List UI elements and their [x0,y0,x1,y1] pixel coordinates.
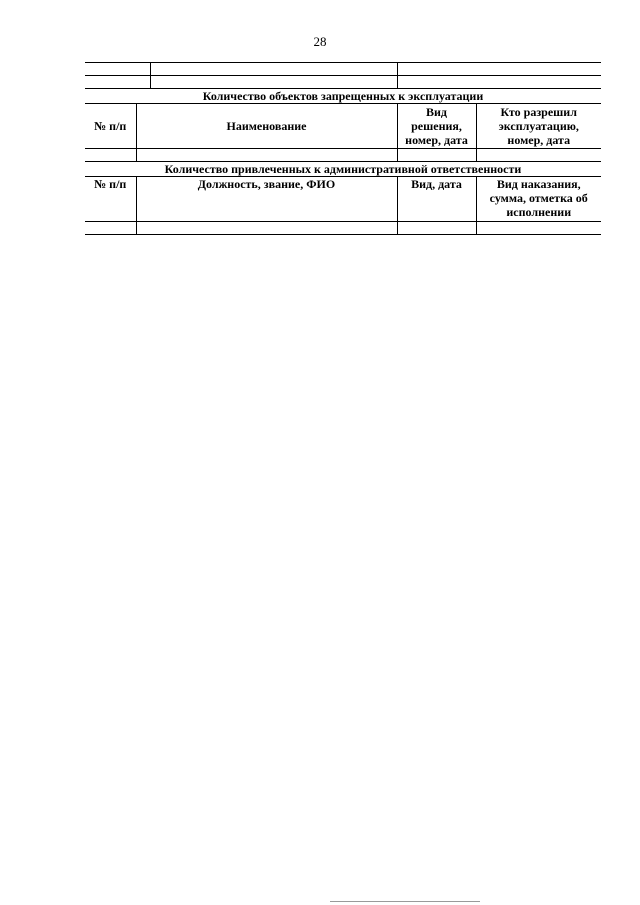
table-cell [397,149,476,162]
header-number: № п/п [85,104,136,149]
section-title-banned-objects: Количество объектов запрещенных к эксплуатации [85,89,601,104]
header-name: Наименование [136,104,397,149]
table-cell [85,76,150,89]
table-row [85,76,601,89]
header-permitted-by: Кто разрешил эксплуатацию, номер, дата [476,104,601,149]
table-cell [397,63,601,76]
header-number: № п/п [85,177,136,222]
header-type-date: Вид, дата [397,177,476,222]
table-cell [85,63,150,76]
table-cell [150,76,397,89]
table-cell [476,149,601,162]
table-cell [397,76,601,89]
header-penalty: Вид наказания, сумма, отметка об исполнении [476,177,601,222]
table-cell [136,149,397,162]
table-cell [476,222,601,235]
table-header-row [85,104,601,149]
table-cell [397,222,476,235]
scan-edge-line [330,901,480,902]
table-cell [85,149,136,162]
page-number: 28 [313,34,327,49]
table-row [85,63,601,76]
table-cell [136,222,397,235]
header-decision: Вид решения, номер, дата [397,104,476,149]
header-position: Должность, звание, ФИО [136,177,397,222]
table-cell [150,63,397,76]
report-table [85,62,601,235]
section-title-row [85,89,601,104]
table-header-row [85,177,601,222]
section-title-admin-liability: Количество привлеченных к административной ответственности [85,162,601,177]
table-row [85,222,601,235]
table-cell [85,222,136,235]
table-row [85,149,601,162]
section-title-row [85,162,601,177]
